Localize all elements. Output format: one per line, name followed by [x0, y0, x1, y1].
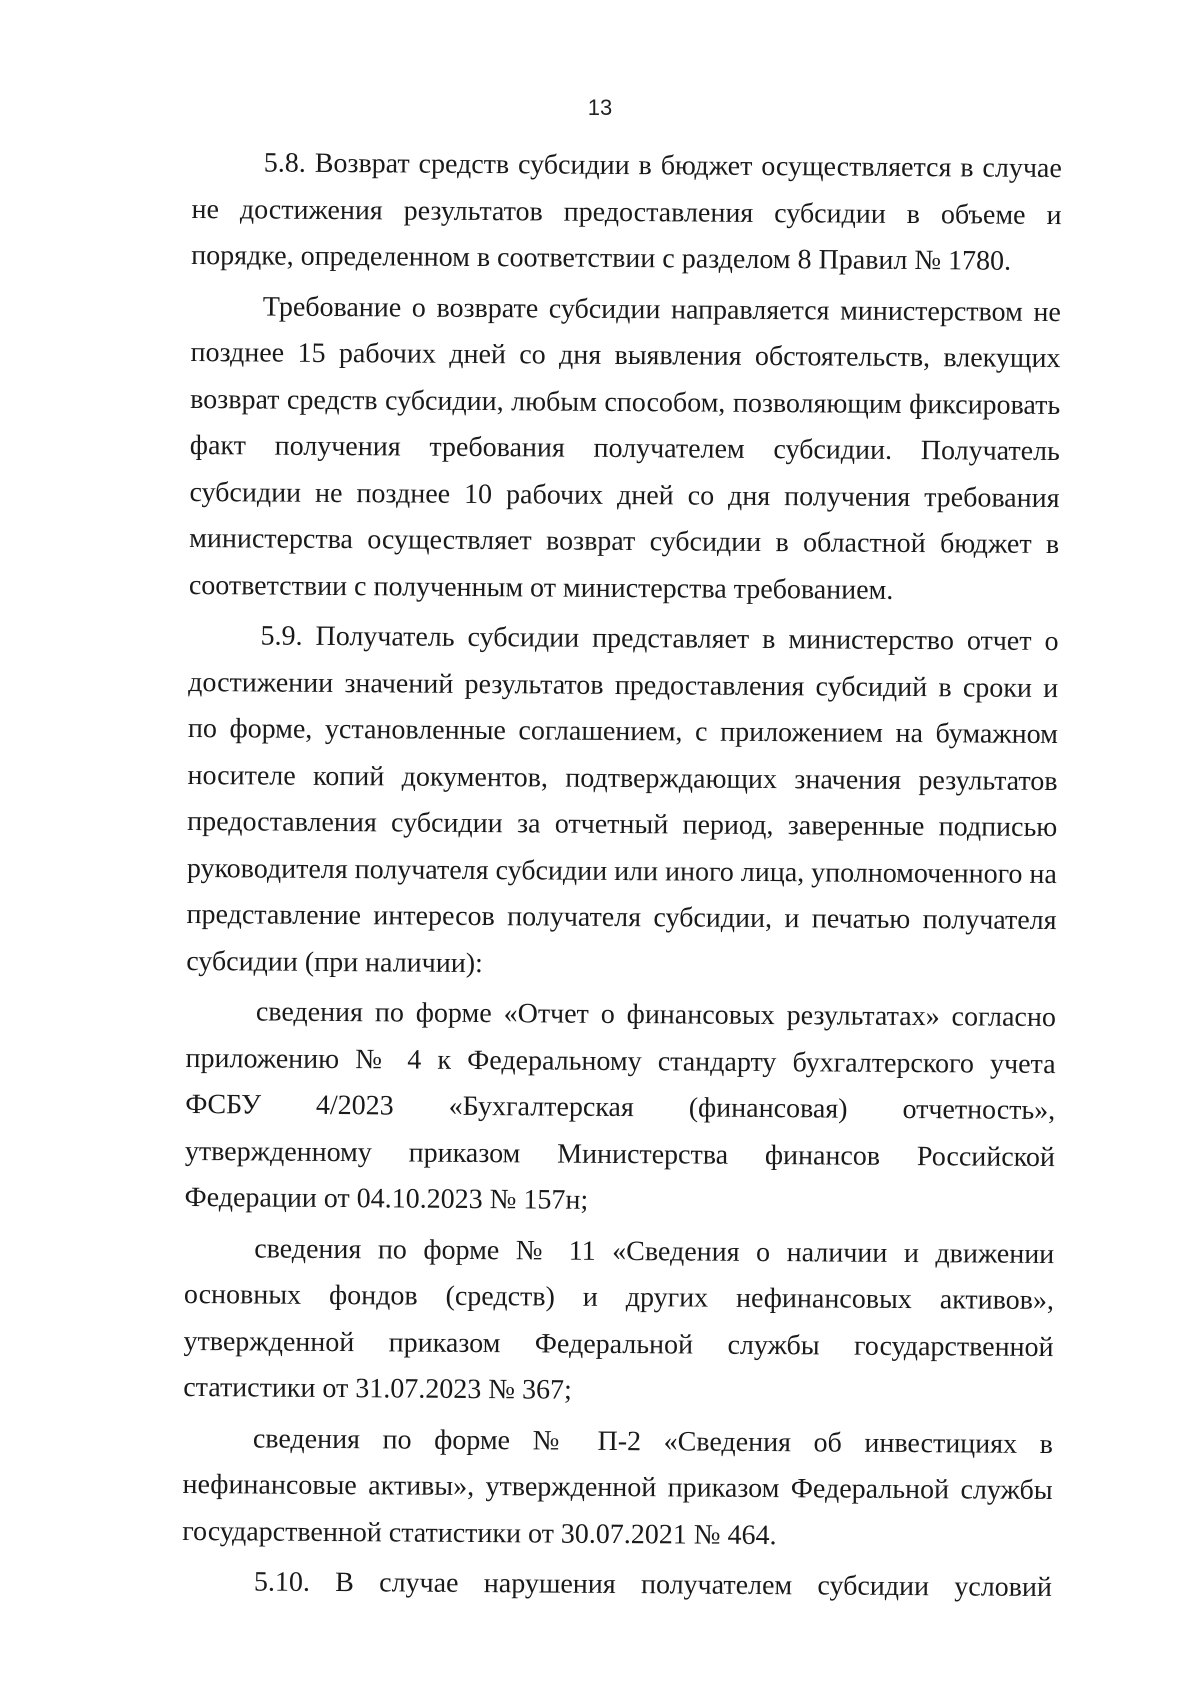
list-item-financial-results: сведения по форме «Отчет о финансовых результатах» согласно приложению № 4 к Федеральному стандарту бухгалтерского учета ФСБУ 4/2023 «Бухгалтерская (финансовая) отчетность», утвержденному приказом Министерства финансов Российской Федерации от 04.10.2023 № 157н;: [184, 996, 1057, 1216]
paragraph-5-8: 5.8. Возврат средств субсидии в бюджет осуществляется в случае не достижения результатов предоставления субсидии в объеме и порядке, определенном в соответствии с разделом 8 Правил № 1780.: [191, 147, 1062, 277]
document-body: [182, 140, 1062, 1612]
paragraph-5-10: 5.10. В случае нарушения получателем субсидии условий: [253, 1566, 1053, 1604]
page-number: 13: [587, 95, 613, 120]
list-item-form-11: сведения по форме № 11 «Сведения о наличии и движении основных фондов (средств) и других нефинансовых активов», утвержденной приказом Федеральной службы государственной статистики от 31.07.2023 № 367;: [183, 1232, 1055, 1406]
list-item-form-p2: сведения по форме № П-2 «Сведения об инвестициях в нефинансовые активы», утвержденной приказом Федеральной службы государственной статистики от 30.07.2021 № 464.: [182, 1422, 1054, 1551]
paragraph-5-9: 5.9. Получатель субсидии представляет в министерство отчет о достижении значений результатов предоставления субсидий в сроки и по форме, установленные соглашением, с приложением на бумажном носителе копий документов, подтверждающих значения результатов предоставления субсидии за отчетный период, заверенные подписью руководителя получателя субсидии или иного лица, уполномоченного на представление интересов получателя субсидии, и печатью получателя субсидии (при наличии):: [186, 620, 1059, 979]
paragraph-refund-demand: Требование о возврате субсидии направляется министерством не позднее 15 рабочих дней со дня выявления обстоятельств, влекущих возврат средств субсидии, любым способом, позволяющим фиксировать факт получения требования получателем субсидии. Получатель субсидии не позднее 10 рабочих дней со дня получения требования министерства осуществляет возврат субсидии в областной бюджет в соответствии с полученным от министерства требованием.: [188, 290, 1061, 606]
